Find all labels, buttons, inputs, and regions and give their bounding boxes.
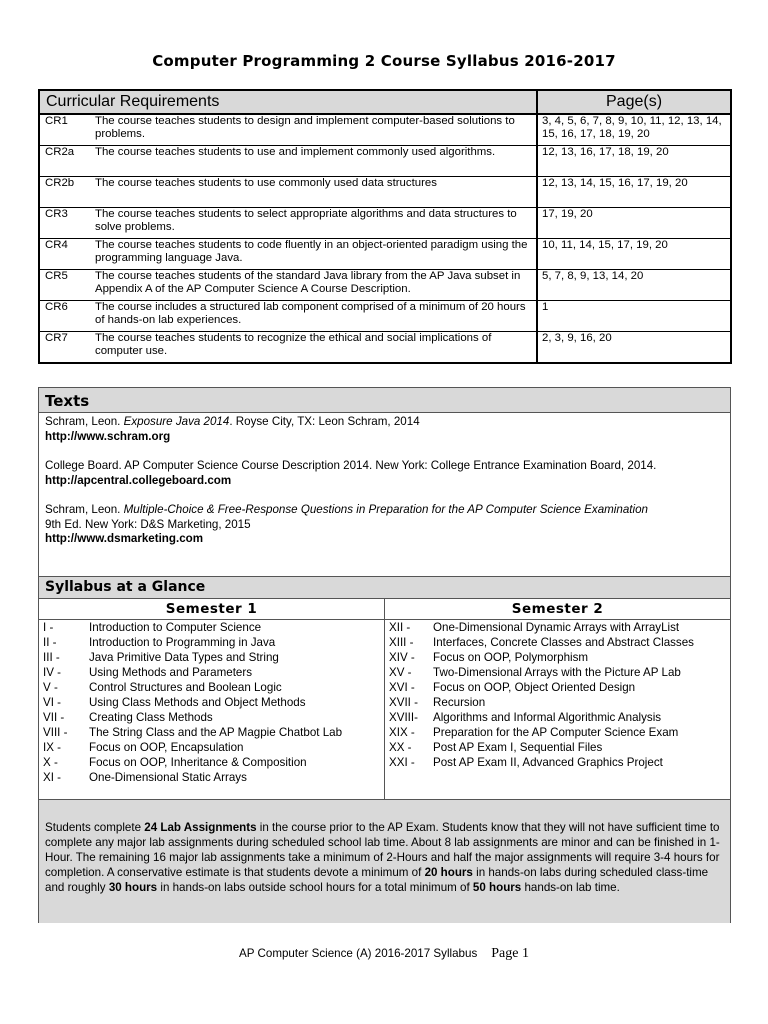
ref1-rest: . Royse City, TX: Leon Schram, 2014 xyxy=(229,415,420,428)
unit-number: X - xyxy=(43,756,58,769)
list-item xyxy=(43,650,380,665)
semester-1-title: Semester 1 xyxy=(39,599,384,620)
ref2-url[interactable]: http://apcentral.collegeboard.com xyxy=(45,473,232,487)
unit-title: Control Structures and Boolean Logic xyxy=(89,681,282,694)
unit-title: Using Methods and Parameters xyxy=(89,666,253,679)
unit-number: IX - xyxy=(43,741,62,754)
semester-1-column xyxy=(39,599,384,799)
unit-title: One-Dimensional Dynamic Arrays with ArrayList xyxy=(433,621,680,634)
list-item xyxy=(389,680,726,695)
note-text: in hands-on labs during scheduled class-time and roughly xyxy=(45,866,709,894)
unit-number: XVII - xyxy=(389,696,418,709)
cr-code: CR7 xyxy=(39,332,91,364)
semester-2-title: Semester 2 xyxy=(385,599,730,620)
semester-2-list xyxy=(385,620,730,770)
reference-1 xyxy=(45,415,724,444)
ref3-rest: 9th Ed. New York: D&S Marketing, 2015 xyxy=(45,517,251,531)
list-item xyxy=(389,755,726,770)
list-item xyxy=(389,650,726,665)
semester-2-column xyxy=(384,599,730,799)
unit-title: Java Primitive Data Types and String xyxy=(89,651,279,664)
unit-number: XVI - xyxy=(389,681,415,694)
list-item xyxy=(389,635,726,650)
unit-title: Interfaces, Concrete Classes and Abstract Classes xyxy=(433,636,694,649)
texts-heading: Texts xyxy=(39,388,730,413)
list-item xyxy=(43,620,380,635)
list-item xyxy=(389,740,726,755)
unit-title: Focus on OOP, Inheritance & Composition xyxy=(89,756,307,769)
unit-number: XII - xyxy=(389,621,411,634)
table-row xyxy=(39,239,731,270)
list-item xyxy=(43,755,380,770)
unit-title: Post AP Exam I, Sequential Files xyxy=(433,741,603,754)
table-row xyxy=(39,332,731,364)
cr-pages: 1 xyxy=(537,301,731,332)
unit-title: Using Class Methods and Object Methods xyxy=(89,696,306,709)
list-item xyxy=(43,725,380,740)
note-text: hands-on lab time. xyxy=(521,881,620,894)
note-bold: 30 hours xyxy=(108,881,158,894)
page-number: Page 1 xyxy=(491,946,529,961)
reference-3 xyxy=(45,503,724,547)
cr-pages: 10, 11, 14, 15, 17, 19, 20 xyxy=(537,239,731,270)
ref3-author: Schram, Leon. xyxy=(45,503,124,516)
unit-number: I - xyxy=(43,621,54,634)
cr-description: The course teaches students to code fluently in an object-oriented paradigm using the programming language Java. xyxy=(91,239,537,270)
unit-title: Focus on OOP, Encapsulation xyxy=(89,741,244,754)
cr-code: CR2b xyxy=(39,177,91,208)
cr-pages: 5, 7, 8, 9, 13, 14, 20 xyxy=(537,270,731,301)
unit-title: Two-Dimensional Arrays with the Picture AP Lab xyxy=(433,666,681,679)
unit-title: Preparation for the AP Computer Science Exam xyxy=(433,726,679,739)
list-item xyxy=(389,695,726,710)
list-item xyxy=(389,665,726,680)
ref1-author: Schram, Leon. xyxy=(45,415,124,428)
semester-grid xyxy=(39,599,730,800)
note-bold: 20 hours xyxy=(424,866,473,879)
list-item xyxy=(389,710,726,725)
unit-number: XX - xyxy=(389,741,412,754)
semester-1-list xyxy=(39,620,384,785)
header-pages: Page(s) xyxy=(537,90,731,114)
page-footer xyxy=(0,946,768,962)
table-row xyxy=(39,114,731,146)
unit-title: Post AP Exam II, Advanced Graphics Project xyxy=(433,756,663,769)
list-item xyxy=(43,635,380,650)
cr-description: The course includes a structured lab component comprised of a minimum of 20 hours of hands-on lab experiences. xyxy=(91,301,537,332)
texts-body xyxy=(39,413,730,576)
cr-description: The course teaches students to use and implement commonly used algorithms. xyxy=(91,146,537,177)
table-row xyxy=(39,270,731,301)
unit-number: XV - xyxy=(389,666,412,679)
unit-number: XIV - xyxy=(389,651,415,664)
list-item xyxy=(389,725,726,740)
ref3-url[interactable]: http://www.dsmarketing.com xyxy=(45,532,204,545)
unit-number: VII - xyxy=(43,711,65,724)
cr-code: CR1 xyxy=(39,114,91,146)
cr-description: The course teaches students to use commonly used data structures xyxy=(91,177,537,208)
unit-number: II - xyxy=(43,636,57,649)
cr-pages: 3, 4, 5, 6, 7, 8, 9, 10, 11, 12, 13, 14, 15, 16, 17, 18, 19, 20 xyxy=(537,114,731,146)
unit-title: Algorithms and Informal Algorithmic Analysis xyxy=(433,711,662,724)
note-text: in the course prior to the AP Exam. Students know that they will not have sufficient time to complete any major lab assignments during scheduled school lab time. About 8 lab assignments are minor and can be finished in 1-Hour. The remaining 16 major lab assignments take a minimum of 2-Hours and half the major assignments will require 3-4 hours for completion. A conservative estimate is that students devote a minimum of xyxy=(45,821,720,879)
unit-number: VI - xyxy=(43,696,62,709)
unit-title: Recursion xyxy=(433,696,486,709)
reference-2 xyxy=(45,459,724,488)
list-item xyxy=(389,620,726,635)
list-item xyxy=(43,770,380,785)
unit-title: One-Dimensional Static Arrays xyxy=(89,771,247,784)
list-item xyxy=(43,665,380,680)
cr-code: CR6 xyxy=(39,301,91,332)
cr-code: CR4 xyxy=(39,239,91,270)
cr-pages: 12, 13, 16, 17, 18, 19, 20 xyxy=(537,146,731,177)
table-row xyxy=(39,177,731,208)
cr-code: CR5 xyxy=(39,270,91,301)
cr-description: The course teaches students of the standard Java library from the AP Java subset in Appendix A of the AP Computer Science A Course Description. xyxy=(91,270,537,301)
unit-title: Introduction to Computer Science xyxy=(89,621,262,634)
unit-number: XXI - xyxy=(389,756,415,769)
unit-number: V - xyxy=(43,681,58,694)
cr-pages: 12, 13, 14, 15, 16, 17, 19, 20 xyxy=(537,177,731,208)
cr-pages: 17, 19, 20 xyxy=(537,208,731,239)
list-item xyxy=(43,680,380,695)
ref1-title: Exposure Java 2014 xyxy=(123,415,230,428)
cr-description: The course teaches students to recognize the ethical and social implications of computer use. xyxy=(91,332,537,364)
note-text: Students complete xyxy=(45,821,145,834)
glance-heading: Syllabus at a Glance xyxy=(39,576,730,599)
unit-title: Creating Class Methods xyxy=(89,711,213,724)
cr-code: CR2a xyxy=(39,146,91,177)
cr-code: CR3 xyxy=(39,208,91,239)
ref1-url[interactable]: http://www.schram.org xyxy=(45,429,171,443)
unit-number: III - xyxy=(43,651,60,664)
unit-number: XIX - xyxy=(389,726,415,739)
table-row xyxy=(39,301,731,332)
unit-title: The String Class and the AP Magpie Chatbot Lab xyxy=(89,726,343,739)
ref3-title: Multiple-Choice & Free-Response Questions in Preparation for the AP Computer Science Examination xyxy=(123,503,648,516)
unit-number: XIII - xyxy=(389,636,414,649)
unit-number: XI - xyxy=(43,771,62,784)
list-item xyxy=(43,740,380,755)
note-text: in hands-on labs outside school hours for a total minimum of xyxy=(157,881,473,894)
note-bold: 24 Lab Assignments xyxy=(144,821,257,834)
list-item xyxy=(43,710,380,725)
unit-number: VIII - xyxy=(43,726,68,739)
unit-title: Introduction to Programming in Java xyxy=(89,636,276,649)
texts-section xyxy=(38,387,731,923)
unit-title: Focus on OOP, Object Oriented Design xyxy=(433,681,636,694)
note-bold: 50 hours xyxy=(472,881,522,894)
unit-number: XVIII- xyxy=(389,711,418,724)
unit-title: Focus on OOP, Polymorphism xyxy=(433,651,589,664)
list-item xyxy=(43,695,380,710)
table-row xyxy=(39,208,731,239)
cr-description: The course teaches students to select appropriate algorithms and data structures to solve problems. xyxy=(91,208,537,239)
cr-description: The course teaches students to design and implement computer-based solutions to problems. xyxy=(91,114,537,146)
cr-pages: 2, 3, 9, 16, 20 xyxy=(537,332,731,364)
header-requirements: Curricular Requirements xyxy=(39,90,537,114)
unit-number: IV - xyxy=(43,666,62,679)
lab-assignments-note xyxy=(39,800,730,923)
curricular-requirements-table xyxy=(38,89,732,364)
ref2-text: College Board. AP Computer Science Course Description 2014. New York: College Entrance Examination Board, 2014. xyxy=(45,459,657,472)
footer-text: AP Computer Science (A) 2016-2017 Syllabus xyxy=(239,947,478,960)
page-title: Computer Programming 2 Course Syllabus 2016-2017 xyxy=(152,52,616,70)
table-row xyxy=(39,146,731,177)
